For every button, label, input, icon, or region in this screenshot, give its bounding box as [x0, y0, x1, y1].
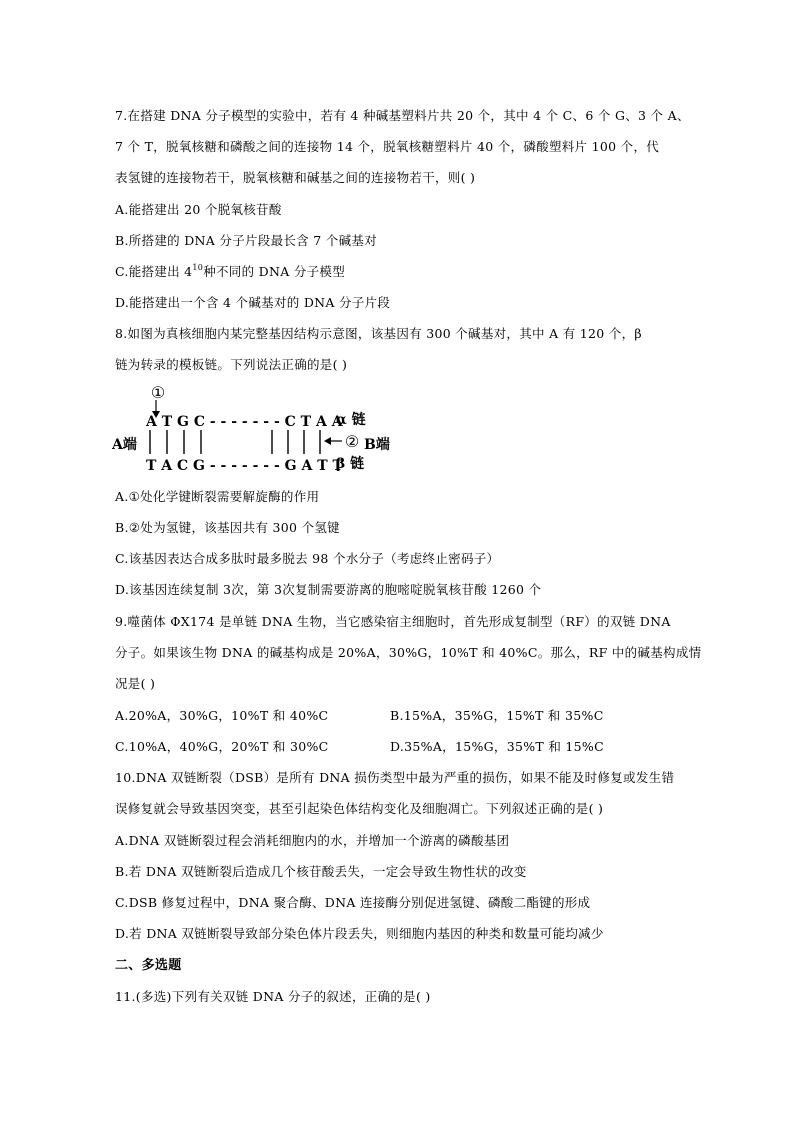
q10-stem-line1: 10.DNA 双链断裂（DSB）是所有 DNA 损伤类型中最为严重的损伤，如果不能及时修复或发生错 [115, 770, 675, 785]
q10-option-b: B.若 DNA 双链断裂后造成几个核苷酸丢失，一定会导致生物性状的改变 [115, 864, 527, 879]
q7-stem-line2: 7 个 T，脱氧核糖和磷酸之间的连接物 14 个，脱氧核糖塑料片 40 个，磷酸塑料片 100 个，代 [115, 139, 660, 154]
q10-option-a: A.DNA 双链断裂过程会消耗细胞内的水，并增加一个游离的磷酸基团 [115, 833, 510, 848]
q7-stem-line1: 7.在搭建 DNA 分子模型的实验中，若有 4 种碱基塑料片共 20 个，其中 4 个 C、6 个 G、3 个 A、 [115, 108, 690, 123]
marker-2: ② [344, 432, 360, 451]
q7-option-c-post: 种不同的 DNA 分子模型 [203, 264, 346, 279]
q7-option-a: A.能搭建出 20 个脱氧核苷酸 [115, 202, 282, 217]
q8-option-c: C.该基因表达合成多肽时最多脱去 98 个水分子（考虑终止密码子） [115, 551, 500, 566]
q9-stem-line2: 分子。如果该生物 DNA 的碱基构成是 20%A，30%G，10%T 和 40%C。那么，RF 中的碱基构成情 [115, 645, 702, 660]
q8-stem-line2: 链为转录的模板链。下列说法正确的是( ) [115, 357, 348, 372]
b-end-label: B端 [364, 437, 390, 453]
q9-option-c: C.10%A，40%G，20%T 和 30%C [115, 739, 329, 754]
q8-stem-line1: 8.如图为真核细胞内某完整基因结构示意图，该基因有 300 个碱基对，其中 A 有 120 个，β [115, 326, 642, 341]
q10-option-c: C.DSB 修复过程中，DNA 聚合酶、DNA 连接酶分别促进氢键、磷酸二酯键的形成 [115, 895, 591, 910]
q9-stem-line1: 9.噬菌体 ΦX174 是单链 DNA 生物，当它感染宿主细胞时，首先形成复制型（RF）的双链 DNA [115, 614, 671, 629]
marker-1: ① [150, 383, 166, 402]
alpha-strand-label: α 链 [336, 412, 366, 428]
q7-option-c-exponent: 10 [192, 263, 204, 272]
a-end-label: A端 [112, 437, 137, 453]
beta-strand-label: β 链 [336, 456, 365, 472]
q9-option-b: B.15%A，35%G，15%T 和 35%C [390, 708, 604, 723]
q8-option-b: B.②处为氢键，该基因共有 300 个氢键 [115, 520, 340, 535]
q7-option-b: B.所搭建的 DNA 分子片段最长含 7 个碱基对 [115, 233, 377, 248]
gene-structure-diagram [112, 380, 402, 480]
q9-option-a: A.20%A，30%G，10%T 和 40%C [115, 708, 329, 723]
q10-stem-line2: 误修复就会导致基因突变，甚至引起染色体结构变化及细胞凋亡。下列叙述正确的是( ) [115, 801, 604, 816]
alpha-strand-sequence: A T G C - - - - - - - C T A A [146, 414, 343, 430]
q7-stem-line3: 表氢键的连接物若干，脱氧核糖和碱基之间的连接物若干，则( ) [115, 170, 476, 185]
marker-2-arrow-head [324, 437, 331, 445]
q7-option-c [115, 264, 345, 280]
q7-option-c-pre: C.能搭建出 4 [115, 264, 193, 279]
q9-stem-line3: 况是( ) [115, 676, 156, 691]
q8-option-d: D.该基因连续复制 3次，第 3次复制需要游离的胞嘧啶脱氧核苷酸 1260 个 [115, 582, 542, 597]
section-heading-multi-choice: 二、多选题 [115, 958, 182, 973]
q8-option-a: A.①处化学键断裂需要解旋酶的作用 [115, 489, 320, 504]
q9-option-d: D.35%A，15%G，35%T 和 15%C [390, 739, 604, 754]
q11-stem-line1: 11.(多选)下列有关双链 DNA 分子的叙述，正确的是( ) [115, 989, 431, 1004]
q7-option-d: D.能搭建出一个含 4 个碱基对的 DNA 分子片段 [115, 295, 391, 310]
beta-strand-sequence: T A C G - - - - - - - G A T T [146, 458, 343, 474]
q10-option-d: D.若 DNA 双链断裂导致部分染色体片段丢失，则细胞内基因的种类和数量可能均减少 [115, 926, 604, 941]
